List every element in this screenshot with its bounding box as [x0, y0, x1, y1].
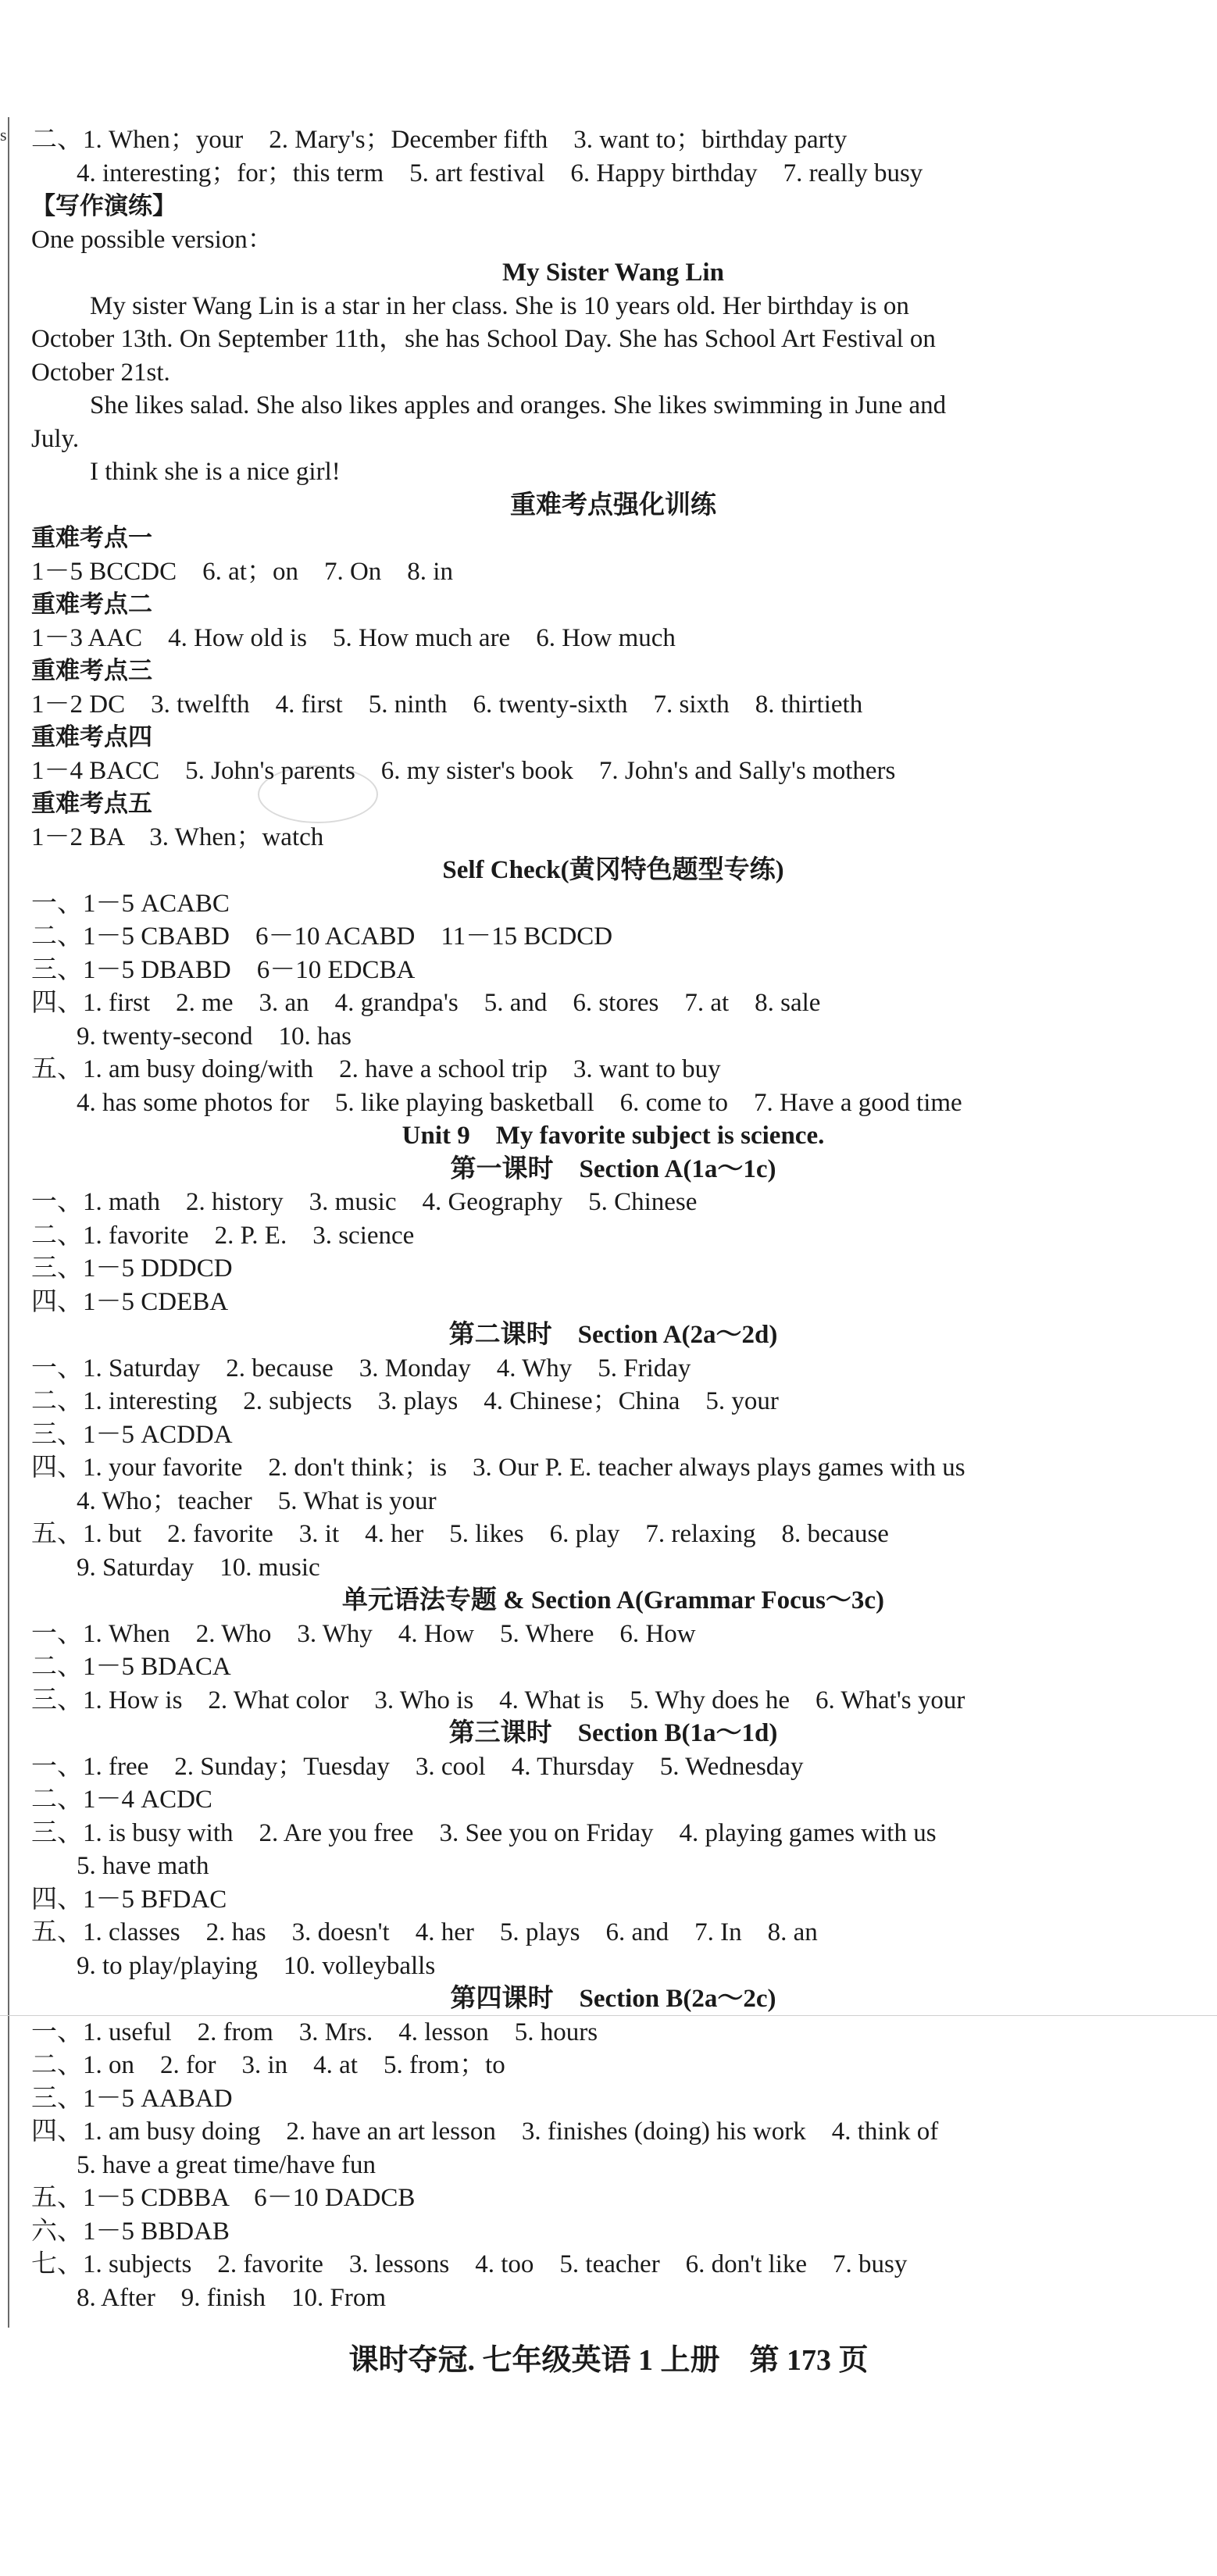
answer-line: 四、1－5 CDEBA — [31, 1287, 229, 1316]
answer-line: October 13th. On September 11th，she has School Day. She has School Art Festival on — [31, 325, 936, 353]
answer-line: 一、1－5 ACABC — [31, 889, 230, 918]
margin-rule — [8, 117, 9, 2328]
answer-line: 二、1－5 CBABD 6－10 ACABD 11－15 BCDCD — [31, 922, 613, 951]
section-heading: 单元语法专题 & Section A(Grammar Focus～3c) — [341, 1586, 885, 1614]
section-heading: 重难考点二 — [31, 590, 152, 619]
section-heading: Unit 9 My favorite subject is science. — [402, 1122, 825, 1150]
answer-line: 4. Who；teacher 5. What is your — [77, 1486, 437, 1515]
section-heading: Self Check(黄冈特色题型专练) — [442, 856, 784, 884]
answer-line: 六、1－5 BBDAB — [31, 2217, 230, 2246]
section-heading: My Sister Wang Lin — [502, 259, 724, 287]
answer-line: 4. interesting；for；this term 5. art festival 6. Happy birthday 7. really busy — [77, 159, 923, 187]
section-heading: 【写作演练】 — [31, 192, 177, 220]
answer-line: 一、1. free 2. Sunday；Tuesday 3. cool 4. Thursday 5. Wednesday — [31, 1752, 804, 1781]
answer-line: 四、1. first 2. me 3. an 4. grandpa's 5. and 6. stores 7. at 8. sale — [31, 989, 821, 1017]
answer-line: 8. After 9. finish 10. From — [77, 2283, 386, 2312]
answer-line: 三、1－5 ACDDA — [31, 1420, 233, 1449]
answer-line: 二、1. on 2. for 3. in 4. at 5. from；to — [31, 2051, 505, 2079]
edge-mark: s — [0, 125, 7, 144]
answer-line: July. — [31, 424, 80, 453]
answer-line: 1－2 DC 3. twelfth 4. first 5. ninth 6. twenty-sixth 7. sixth 8. thirtieth — [31, 690, 863, 719]
section-heading: 第三课时 Section B(1a～1d) — [448, 1719, 778, 1747]
page-footer: 课时夺冠. 七年级英语 1 上册 第 173 页 — [348, 2344, 869, 2377]
answer-line: 三、1－5 AABAD — [31, 2084, 233, 2113]
answer-line: 1－4 BACC 5. John's parents 6. my sister's book 7. John's and Sally's mothers — [31, 756, 896, 785]
answer-line: 五、1. but 2. favorite 3. it 4. her 5. likes 6. play 7. relaxing 8. because — [31, 1520, 889, 1548]
answer-line: 五、1. classes 2. has 3. doesn't 4. her 5. plays 6. and 7. In 8. an — [31, 1918, 818, 1946]
answer-line: 五、1. am busy doing/with 2. have a school trip 3. want to buy — [31, 1055, 721, 1083]
section-heading: 重难考点强化训练 — [510, 491, 716, 519]
section-heading: 重难考点三 — [31, 657, 152, 685]
section-heading: 第二课时 Section A(2a～2d) — [448, 1321, 778, 1349]
section-heading: 重难考点一 — [31, 524, 152, 552]
answer-line: 一、1. useful 2. from 3. Mrs. 4. lesson 5. hours — [31, 2018, 598, 2046]
answer-line: 1－2 BA 3. When；watch — [31, 822, 324, 851]
answer-line: 9. Saturday 10. music — [77, 1553, 320, 1582]
answer-line: 5. have a great time/have fun — [77, 2150, 376, 2179]
section-heading: 第一课时 Section A(1a～1c) — [450, 1154, 776, 1183]
answer-line: 三、1－5 DDDCD — [31, 1254, 233, 1283]
answer-line: 二、1. interesting 2. subjects 3. plays 4. Chinese；China 5. your — [31, 1387, 779, 1415]
answer-line: One possible version： — [31, 225, 273, 254]
answer-line: I think she is a nice girl! — [90, 458, 341, 486]
answer-line: October 21st. — [31, 358, 170, 387]
answer-line: 三、1－5 DBABD 6－10 EDCBA — [31, 955, 416, 984]
answer-line: 1－3 AAC 4. How old is 5. How much are 6. How much — [31, 623, 676, 652]
answer-line: 三、1. How is 2. What color 3. Who is 4. What is 5. Why does he 6. What's your — [31, 1686, 965, 1714]
answer-line: 四、1. your favorite 2. don't think；is 3. Our P. E. teacher always plays games with us — [31, 1454, 965, 1482]
answer-line: 一、1. When 2. Who 3. Why 4. How 5. Where 6. How — [31, 1619, 696, 1648]
answer-line: 一、1. Saturday 2. because 3. Monday 4. Why 5. Friday — [31, 1354, 691, 1383]
answer-line: She likes salad. She also likes apples and oranges. She likes swimming in June and — [90, 391, 947, 419]
answer-line: 四、1－5 BFDAC — [31, 1885, 227, 1914]
answer-line: 9. to play/playing 10. volleyballs — [77, 1951, 436, 1980]
answer-content — [31, 123, 1195, 2314]
answer-line: 二、1－4 ACDC — [31, 1786, 212, 1814]
answer-line: 4. has some photos for 5. like playing basketball 6. come to 7. Have a good time — [77, 1088, 962, 1117]
answer-line: 七、1. subjects 2. favorite 3. lessons 4. too 5. teacher 6. don't like 7. busy — [31, 2250, 908, 2278]
answer-line: 5. have math — [77, 1852, 209, 1880]
answer-line: 五、1－5 CDBBA 6－10 DADCB — [31, 2184, 416, 2212]
answer-line: 1－5 BCCDC 6. at；on 7. On 8. in — [31, 557, 453, 586]
answer-line: 二、1－5 BDACA — [31, 1653, 231, 1681]
section-heading: 重难考点四 — [31, 723, 152, 751]
answer-line: 四、1. am busy doing 2. have an art lesson 3. finishes (doing) his work 4. think of — [31, 2118, 939, 2146]
section-heading: 重难考点五 — [31, 790, 152, 818]
answer-line: My sister Wang Lin is a star in her class. She is 10 years old. Her birthday is on — [90, 291, 909, 320]
answer-line: 三、1. is busy with 2. Are you free 3. See you on Friday 4. playing games with us — [31, 1818, 937, 1847]
section-heading: 第四课时 Section B(2a～2c) — [450, 1985, 776, 2013]
answer-line: 9. twenty-second 10. has — [77, 1022, 352, 1051]
answer-line: 二、1. favorite 2. P. E. 3. science — [31, 1221, 415, 1250]
answer-line: 二、1. When；your 2. Mary's；December fifth 3. want to；birthday party — [31, 126, 848, 154]
answer-line: 一、1. math 2. history 3. music 4. Geography 5. Chinese — [31, 1188, 698, 1216]
